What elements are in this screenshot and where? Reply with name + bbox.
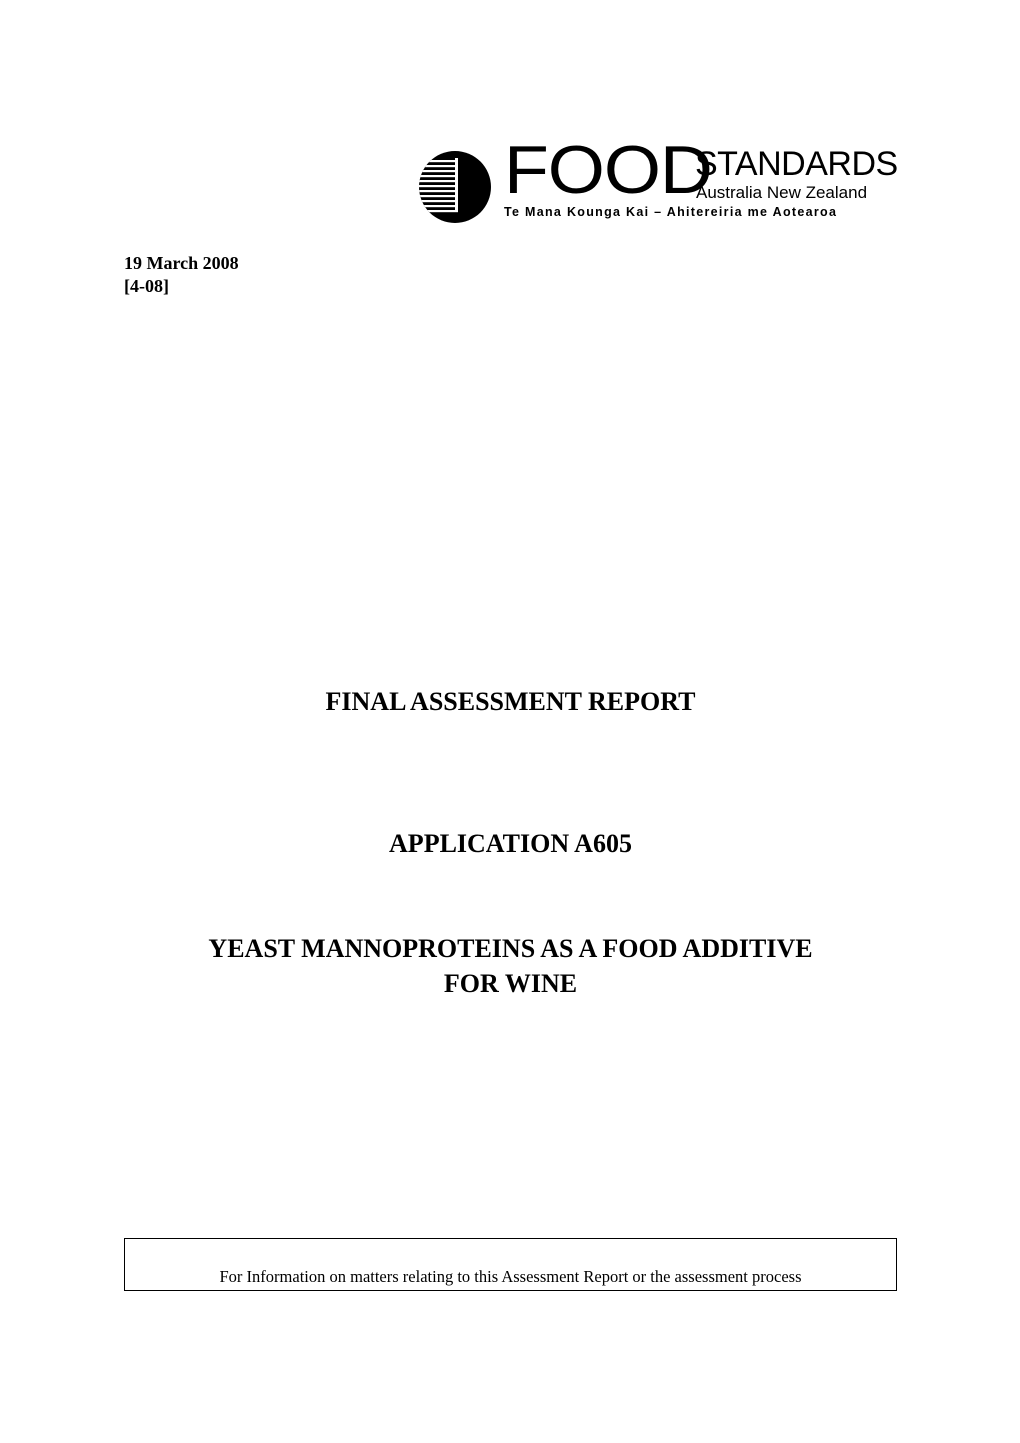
logo-word-standards: STANDARDS [695, 145, 898, 183]
application-title: APPLICATION A605 [389, 829, 632, 858]
food-standards-circle-logo-icon [418, 150, 492, 224]
document-meta [124, 252, 239, 298]
document-reference: [4-08] [124, 276, 169, 296]
food-standards-logo [418, 132, 898, 226]
subject-title-line-2: FOR WINE [443, 969, 578, 998]
info-box [124, 1238, 897, 1291]
logo-word-region: Australia New Zealand [696, 183, 868, 202]
info-box-text: For Information on matters relating to this Assessment Report or the assessment process [219, 1267, 802, 1286]
logo-word-maori: Te Mana Kounga Kai – Ahitereiria me Aotearoa [504, 205, 838, 219]
document-date: 19 March 2008 [124, 253, 239, 273]
subject-title [124, 931, 897, 1001]
report-title: FINAL ASSESSMENT REPORT [325, 687, 696, 716]
logo-word-food: FOOD [504, 132, 712, 208]
subject-title-line-1: YEAST MANNOPROTEINS AS A FOOD ADDITIVE [208, 934, 813, 963]
